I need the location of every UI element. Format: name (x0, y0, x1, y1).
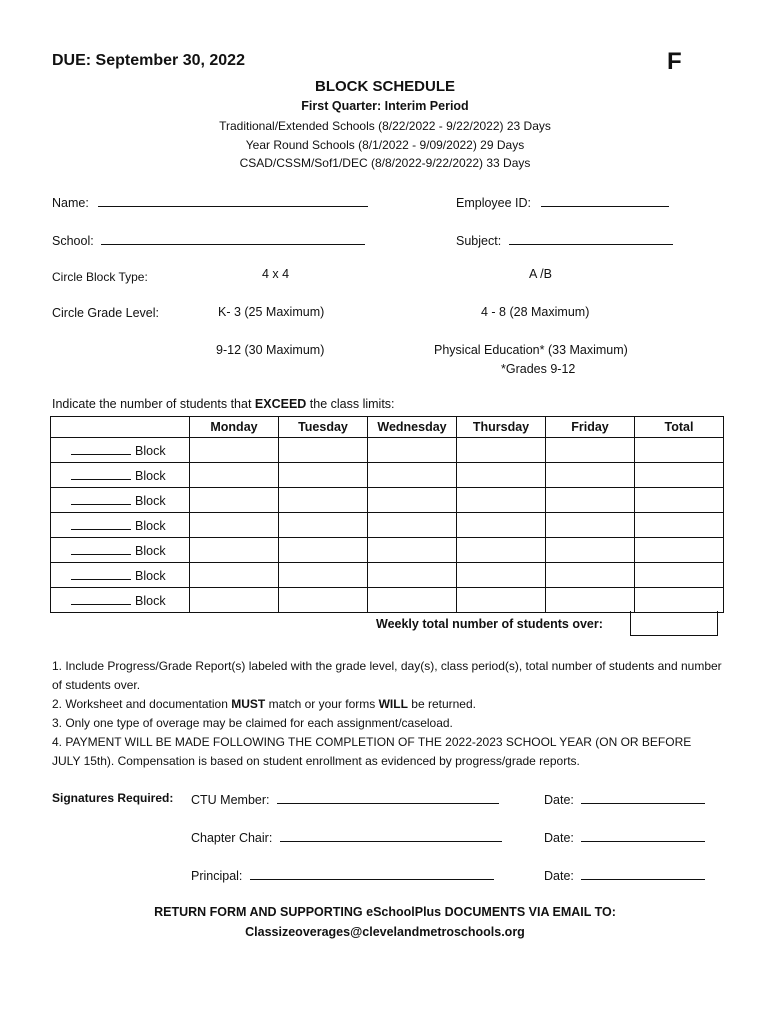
note-2-part-1: 2. Worksheet and documentation (52, 697, 232, 711)
table-cell[interactable] (368, 488, 457, 513)
employee-id-input-line[interactable] (541, 194, 669, 207)
date-field-3[interactable] (544, 867, 705, 883)
table-body (51, 438, 724, 613)
table-row (51, 563, 724, 588)
note-2-part-3: match or your forms (265, 697, 379, 711)
header-wednesday: Wednesday (368, 417, 457, 438)
table-cell[interactable] (546, 563, 635, 588)
block-type-option-ab[interactable]: A /B (529, 267, 552, 281)
block-row-label[interactable] (51, 538, 190, 563)
table-cell[interactable] (635, 463, 724, 488)
table-header-row (51, 417, 724, 438)
period-line-2: Year Round Schools (8/1/2022 - 9/09/2022) 29 Days (245, 138, 525, 152)
table-cell[interactable] (279, 563, 368, 588)
date-line-1[interactable] (581, 791, 705, 804)
table-cell[interactable] (368, 538, 457, 563)
table-intro (52, 397, 395, 411)
table-cell[interactable] (635, 538, 724, 563)
principal-field[interactable] (191, 867, 494, 883)
block-row-label[interactable] (51, 488, 190, 513)
ctu-member-field[interactable] (191, 791, 499, 807)
employee-id-field[interactable] (456, 194, 669, 210)
name-input-line[interactable] (98, 194, 368, 207)
note-4: 4. PAYMENT WILL BE MADE FOLLOWING THE COMPLETION OF THE 2022-2023 SCHOOL YEAR (ON OR BEFORE JULY 15th). Compensation is based on student enrollment as evidenced by progress/grade reports. (52, 735, 692, 768)
table-cell[interactable] (190, 438, 279, 463)
page-title: BLOCK SCHEDULE (314, 78, 455, 95)
note-1: 1. Include Progress/Grade Report(s) labeled with the grade level, day(s), class period(s), total number of students and number of students over. (52, 659, 722, 692)
table-cell[interactable] (457, 538, 546, 563)
page-subtitle: First Quarter: Interim Period (301, 99, 469, 113)
block-number-blank[interactable] (71, 443, 131, 455)
table-row (51, 463, 724, 488)
date-field-1[interactable] (544, 791, 705, 807)
table-cell[interactable] (546, 463, 635, 488)
subject-label: Subject: (456, 234, 502, 248)
chapter-chair-field[interactable] (191, 829, 502, 845)
block-number-blank[interactable] (71, 493, 131, 505)
block-type-option-4x4[interactable]: 4 x 4 (262, 267, 290, 281)
block-type-label: Circle Block Type: (52, 270, 148, 284)
table-cell[interactable] (457, 588, 546, 613)
table-cell[interactable] (635, 513, 724, 538)
return-instructions: RETURN FORM AND SUPPORTING eSchoolPlus DOCUMENTS VIA EMAIL TO: (154, 905, 616, 919)
table-cell[interactable] (190, 563, 279, 588)
signatures-required-label: Signatures Required: (52, 791, 174, 805)
table-cell[interactable] (279, 513, 368, 538)
form-letter: F (667, 48, 682, 75)
weekly-total-label: Weekly total number of students over: (376, 617, 603, 631)
table-intro-suffix: the class limits: (306, 397, 395, 411)
table-row (51, 488, 724, 513)
block-row-label[interactable] (51, 463, 190, 488)
block-label-text: Block (135, 543, 166, 558)
grade-option-pe[interactable]: Physical Education* (33 Maximum) (434, 343, 628, 357)
block-number-blank[interactable] (71, 468, 131, 480)
table-cell[interactable] (546, 538, 635, 563)
note-2-part-4: WILL (378, 697, 408, 711)
name-field[interactable] (52, 194, 368, 210)
block-number-blank[interactable] (71, 593, 131, 605)
table-row (51, 513, 724, 538)
table-cell[interactable] (190, 538, 279, 563)
date-label-2: Date: (544, 831, 574, 845)
note-2-part-2: MUST (231, 697, 266, 711)
chapter-chair-label: Chapter Chair: (191, 831, 273, 845)
block-row-label[interactable] (51, 588, 190, 613)
table-cell[interactable] (635, 438, 724, 463)
table-cell[interactable] (279, 438, 368, 463)
header-tuesday: Tuesday (279, 417, 368, 438)
subject-field[interactable] (456, 232, 673, 248)
table-cell[interactable] (368, 513, 457, 538)
grade-level-label: Circle Grade Level: (52, 306, 159, 320)
table-cell[interactable] (546, 438, 635, 463)
weekly-total-cell[interactable] (630, 611, 718, 636)
school-input-line[interactable] (101, 232, 365, 245)
date-label-3: Date: (544, 869, 574, 883)
table-cell[interactable] (635, 588, 724, 613)
period-line-3: CSAD/CSSM/Sof1/DEC (8/8/2022-9/22/2022) 33 Days (239, 156, 531, 170)
header-friday: Friday (546, 417, 635, 438)
table-cell[interactable] (368, 563, 457, 588)
table-cell[interactable] (635, 563, 724, 588)
subject-input-line[interactable] (509, 232, 673, 245)
table-cell[interactable] (368, 463, 457, 488)
table-cell[interactable] (190, 588, 279, 613)
block-row-label[interactable] (51, 438, 190, 463)
date-line-3[interactable] (581, 867, 705, 880)
table-intro-bold: EXCEED (254, 397, 307, 411)
chapter-chair-signature-line[interactable] (280, 829, 502, 842)
table-row (51, 588, 724, 613)
overage-table (50, 416, 724, 613)
block-label-text: Block (135, 593, 166, 608)
principal-label: Principal: (191, 869, 243, 883)
header-blank (51, 417, 190, 438)
table-cell[interactable] (457, 563, 546, 588)
note-2 (52, 695, 722, 714)
employee-id-label: Employee ID: (456, 196, 532, 210)
ctu-member-label: CTU Member: (191, 793, 270, 807)
table-cell[interactable] (635, 488, 724, 513)
header-total: Total (635, 417, 724, 438)
school-label: School: (52, 234, 94, 248)
table-cell[interactable] (190, 513, 279, 538)
table-intro-prefix: Indicate the number of students that (52, 397, 255, 411)
header-monday: Monday (190, 417, 279, 438)
table-cell[interactable] (457, 513, 546, 538)
table-cell[interactable] (457, 488, 546, 513)
name-label: Name: (52, 196, 89, 210)
block-number-blank[interactable] (71, 568, 131, 580)
return-email[interactable]: Classizeoverages@clevelandmetroschools.org (245, 925, 525, 939)
table-cell[interactable] (457, 463, 546, 488)
principal-signature-line[interactable] (250, 867, 494, 880)
table-cell[interactable] (546, 488, 635, 513)
table-cell[interactable] (368, 588, 457, 613)
grade-option-9-12[interactable]: 9-12 (30 Maximum) (216, 343, 325, 357)
table-cell[interactable] (368, 438, 457, 463)
block-row-label[interactable] (51, 563, 190, 588)
table-cell[interactable] (190, 463, 279, 488)
table-cell[interactable] (279, 588, 368, 613)
table-cell[interactable] (190, 488, 279, 513)
ctu-member-signature-line[interactable] (277, 791, 499, 804)
table-cell[interactable] (279, 488, 368, 513)
block-label-text: Block (135, 468, 166, 483)
school-field[interactable] (52, 232, 365, 248)
header-thursday: Thursday (457, 417, 546, 438)
date-label-1: Date: (544, 793, 574, 807)
table-cell[interactable] (279, 463, 368, 488)
table-row (51, 538, 724, 563)
block-number-blank[interactable] (71, 543, 131, 555)
grade-option-k3[interactable]: K- 3 (25 Maximum) (218, 305, 325, 319)
date-field-2[interactable] (544, 829, 705, 845)
block-number-blank[interactable] (71, 518, 131, 530)
note-2-part-5: be returned. (407, 697, 476, 711)
grade-option-4-8[interactable]: 4 - 8 (28 Maximum) (481, 305, 590, 319)
block-label-text: Block (135, 518, 166, 533)
period-line-1: Traditional/Extended Schools (8/22/2022 - 9/22/2022) 23 Days (219, 119, 551, 133)
date-line-2[interactable] (581, 829, 705, 842)
table-cell[interactable] (546, 588, 635, 613)
note-3: 3. Only one type of overage may be claimed for each assignment/caseload. (52, 716, 453, 730)
block-label-text: Block (135, 493, 166, 508)
block-label-text: Block (135, 568, 166, 583)
block-label-text: Block (135, 443, 166, 458)
block-row-label[interactable] (51, 513, 190, 538)
table-cell[interactable] (457, 438, 546, 463)
table-row (51, 438, 724, 463)
grade-note: *Grades 9-12 (501, 362, 576, 376)
table-cell[interactable] (546, 513, 635, 538)
table-cell[interactable] (279, 538, 368, 563)
due-date: DUE: September 30, 2022 (52, 52, 245, 69)
